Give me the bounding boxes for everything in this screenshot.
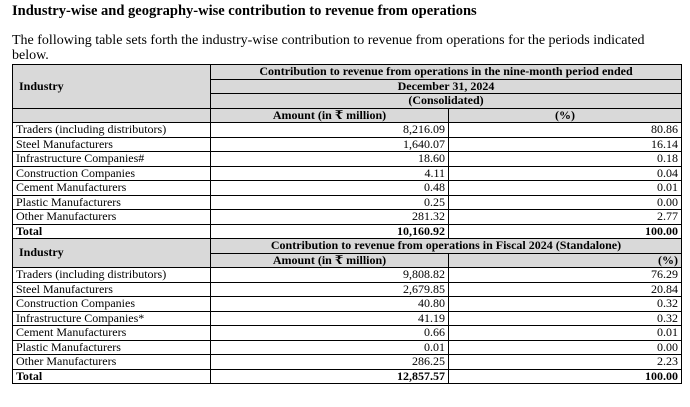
table2-cell-industry: Plastic Manufacturers [13, 340, 211, 355]
table2-row [13, 268, 682, 283]
table2-row [13, 326, 682, 341]
table2-cell-industry: Other Manufacturers [13, 355, 211, 370]
table1-cell-amount: 0.48 [211, 181, 449, 196]
table1-cell-amount: 281.32 [211, 210, 449, 225]
table1-cell-industry: Infrastructure Companies# [13, 152, 211, 167]
table1-period-title-line3: (Consolidated) [211, 94, 682, 109]
table1-cell-pct: 80.86 [449, 123, 682, 138]
table1-cell-pct: 16.14 [449, 137, 682, 152]
table1-row [13, 166, 682, 181]
table1-cell-amount: 0.25 [211, 195, 449, 210]
intro-paragraph [12, 33, 680, 63]
table2-industry-header: Industry [13, 239, 211, 268]
revenue-table-container [12, 64, 681, 384]
table1-industry-header: Industry [13, 65, 211, 109]
table1-cell-pct: 0.18 [449, 152, 682, 167]
table1-header-row [13, 65, 682, 80]
table1-cell-industry: Construction Companies [13, 166, 211, 181]
table2-row [13, 311, 682, 326]
table2-cell-amount: 0.01 [211, 340, 449, 355]
table1-cell-amount: 8,216.09 [211, 123, 449, 138]
table1-subheader-row [13, 108, 682, 123]
table1-cell-pct: 2.77 [449, 210, 682, 225]
table2-total-pct: 100.00 [449, 369, 682, 384]
intro-line-2: below. [12, 48, 49, 63]
table2-cell-amount: 2,679.85 [211, 282, 449, 297]
table1-cell-industry: Plastic Manufacturers [13, 195, 211, 210]
table1-cell-pct: 0.00 [449, 195, 682, 210]
table2-total-label: Total [13, 369, 211, 384]
table1-row [13, 195, 682, 210]
table2-cell-industry: Steel Manufacturers [13, 282, 211, 297]
table2-pct-header: (%) [449, 253, 682, 268]
table1-amount-header: Amount (in ₹ million) [211, 108, 449, 123]
table1-cell-amount: 1,640.07 [211, 137, 449, 152]
table2-cell-industry: Traders (including distributors) [13, 268, 211, 283]
table2-period-title: Contribution to revenue from operations in Fiscal 2024 (Standalone) [211, 239, 682, 254]
table1-cell-pct: 0.04 [449, 166, 682, 181]
table2-row [13, 355, 682, 370]
table2-cell-amount: 286.25 [211, 355, 449, 370]
table2-cell-pct: 76.29 [449, 268, 682, 283]
table1-row [13, 210, 682, 225]
table1-row [13, 152, 682, 167]
table1-cell-industry: Traders (including distributors) [13, 123, 211, 138]
table2-cell-pct: 2.23 [449, 355, 682, 370]
table1-cell-amount: 4.11 [211, 166, 449, 181]
table2-cell-amount: 0.66 [211, 326, 449, 341]
table2-cell-industry: Construction Companies [13, 297, 211, 312]
table1-period-title-line1: Contribution to revenue from operations in the nine-month period ended [211, 65, 682, 80]
table1-cell-pct: 0.01 [449, 181, 682, 196]
table2-total-amount: 12,857.57 [211, 369, 449, 384]
table1-pct-header: (%) [449, 108, 682, 123]
table2-cell-amount: 41.19 [211, 311, 449, 326]
table1-cell-industry: Cement Manufacturers [13, 181, 211, 196]
table1-cell-industry: Other Manufacturers [13, 210, 211, 225]
table1-row [13, 137, 682, 152]
table2-amount-header: Amount (in ₹ million) [211, 253, 449, 268]
table2-cell-industry: Infrastructure Companies* [13, 311, 211, 326]
table2-header-row [13, 239, 682, 254]
table2-cell-pct: 0.32 [449, 297, 682, 312]
table2-total-row [13, 369, 682, 384]
section-heading: Industry-wise and geography-wise contribution to revenue from operations [12, 3, 477, 19]
table2-cell-industry: Cement Manufacturers [13, 326, 211, 341]
table2-row [13, 340, 682, 355]
table2-row [13, 282, 682, 297]
table1-total-pct: 100.00 [449, 224, 682, 239]
table1-total-amount: 10,160.92 [211, 224, 449, 239]
intro-line-1: The following table sets forth the industry-wise contribution to revenue from operations for the periods indicated [12, 33, 645, 48]
table1-row [13, 181, 682, 196]
table1-cell-industry: Steel Manufacturers [13, 137, 211, 152]
table1-row [13, 123, 682, 138]
table1-total-row [13, 224, 682, 239]
table1-cell-amount: 18.60 [211, 152, 449, 167]
table1-period-title-line2: December 31, 2024 [211, 79, 682, 94]
table2-row [13, 297, 682, 312]
table1-subheader-blank [13, 108, 211, 123]
table2-cell-pct: 0.32 [449, 311, 682, 326]
table2-cell-pct: 0.00 [449, 340, 682, 355]
table1-total-label: Total [13, 224, 211, 239]
table2-cell-pct: 20.84 [449, 282, 682, 297]
revenue-table [12, 64, 682, 384]
table2-cell-amount: 40.80 [211, 297, 449, 312]
table2-cell-pct: 0.01 [449, 326, 682, 341]
table2-cell-amount: 9,808.82 [211, 268, 449, 283]
